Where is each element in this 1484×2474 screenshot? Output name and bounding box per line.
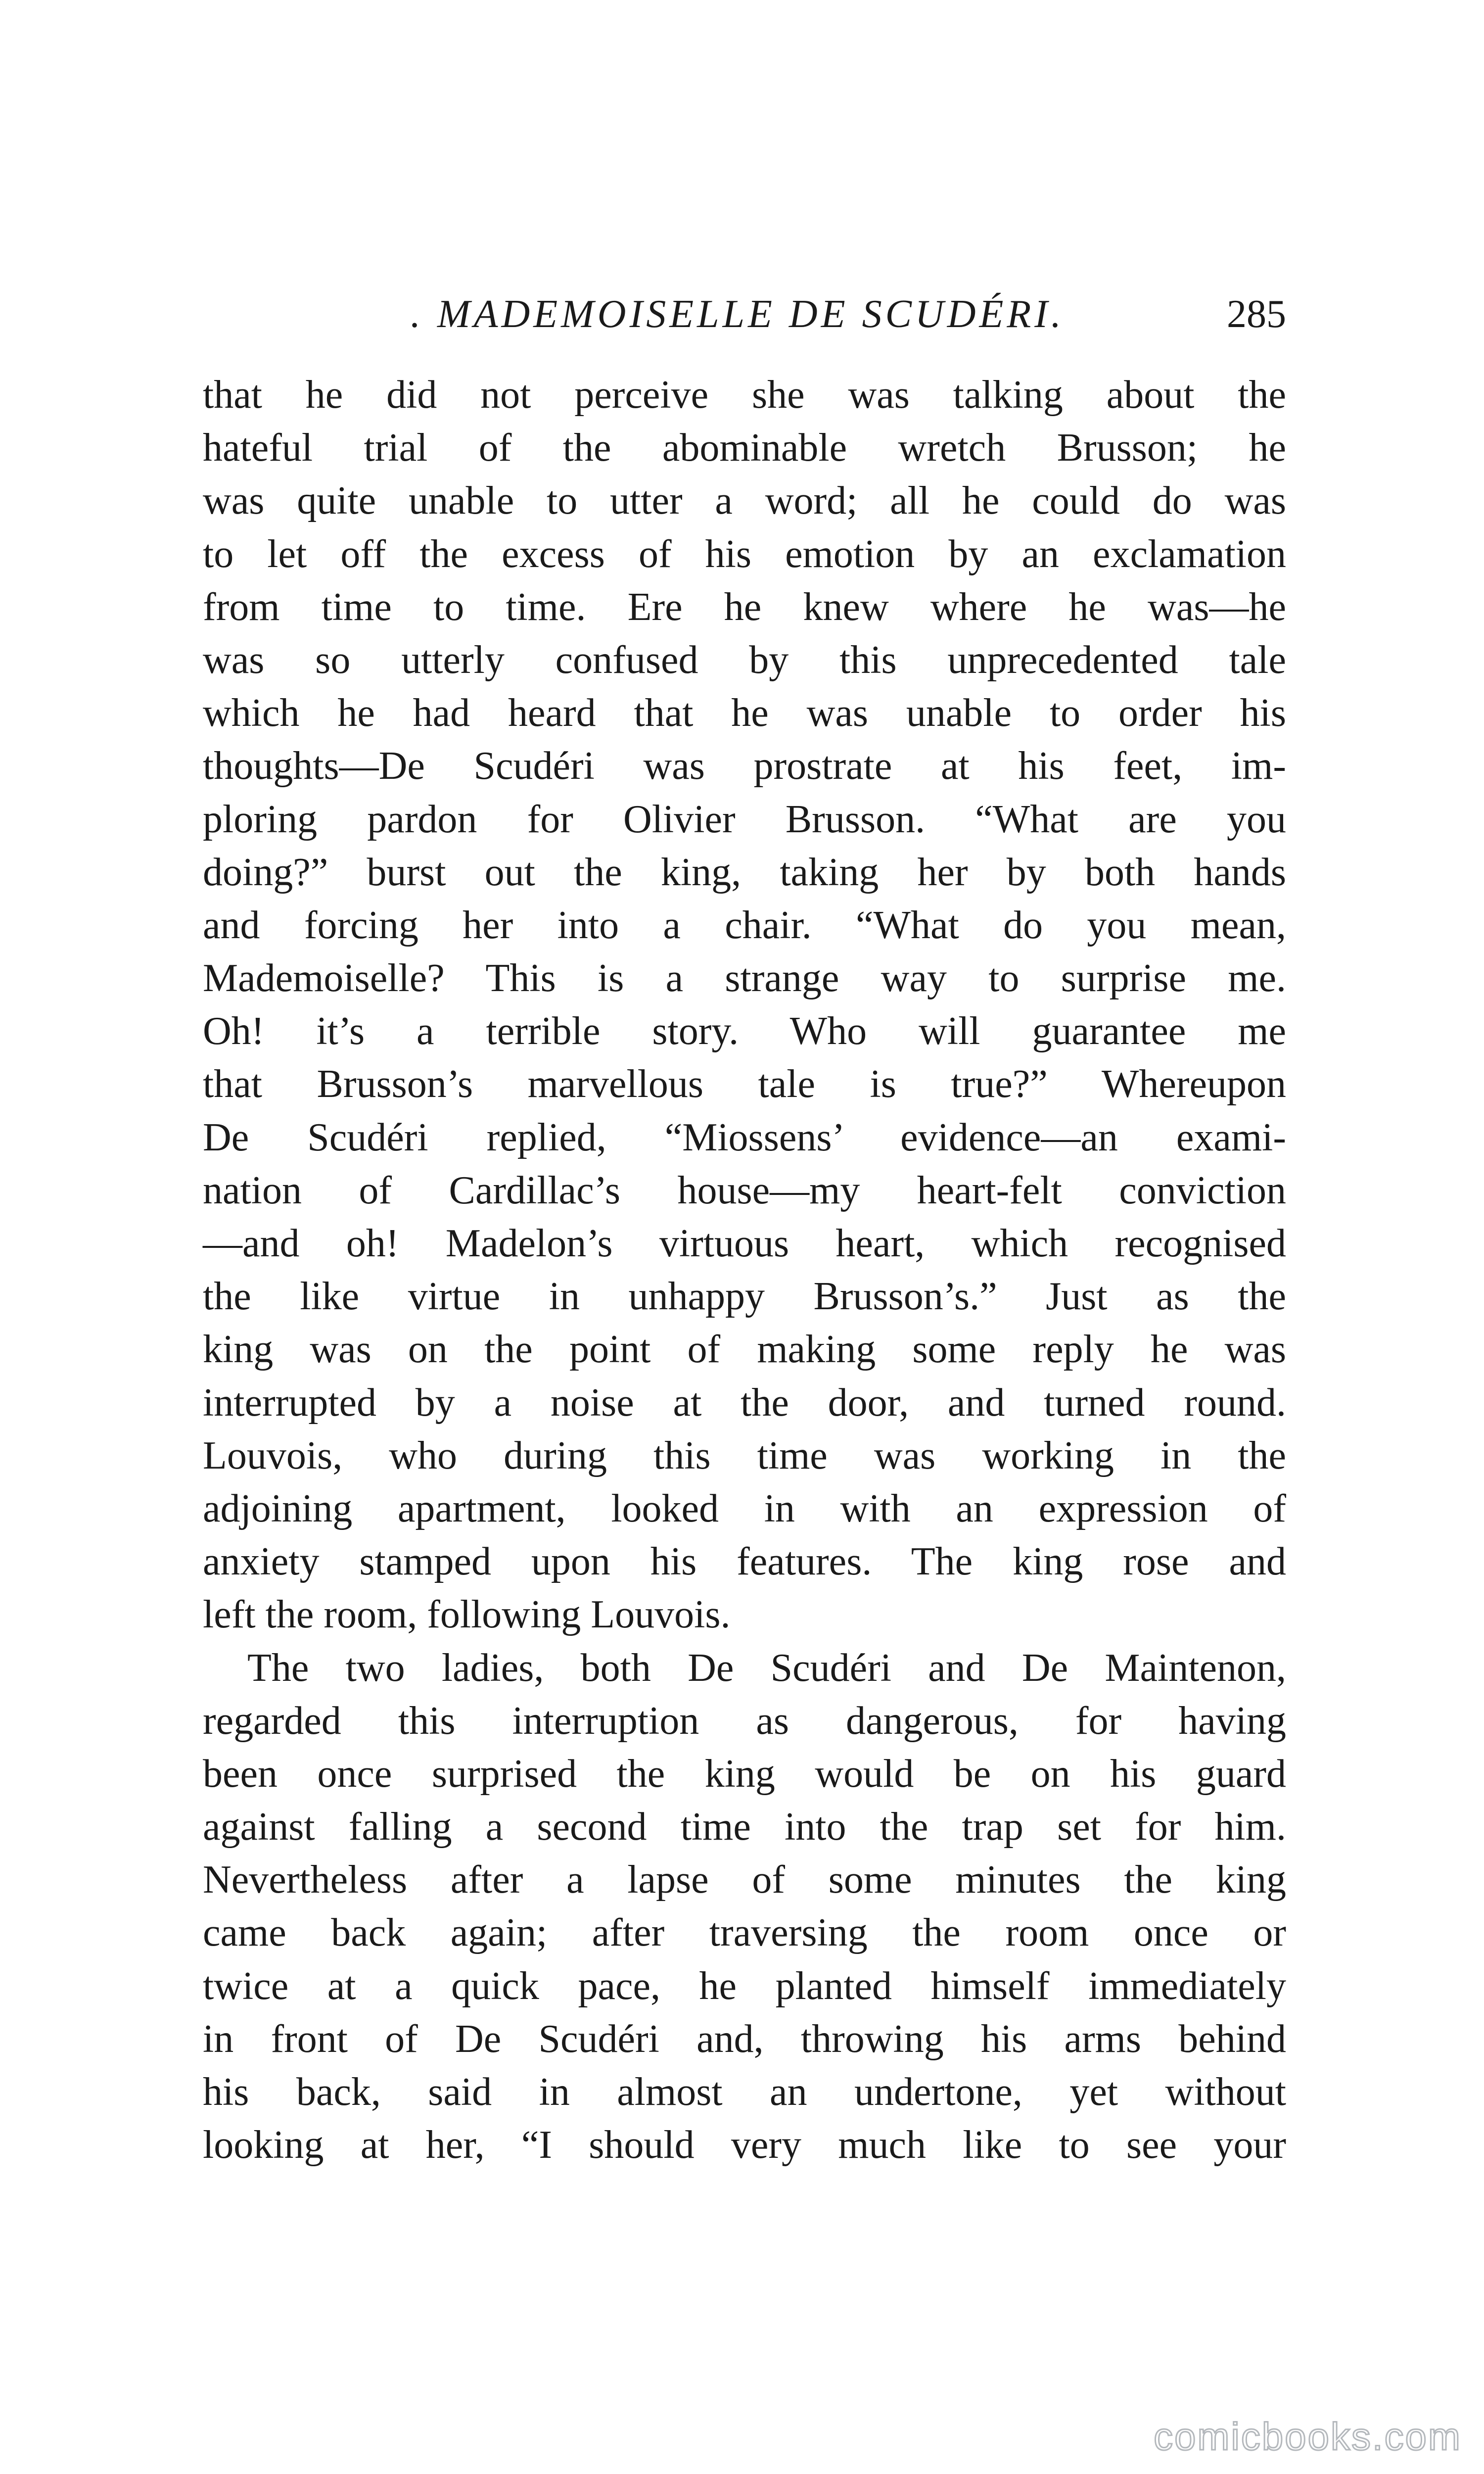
- text-line: ploring pardon for Olivier Brusson. “What are you: [203, 797, 1286, 841]
- text-line: was so utterly confused by this unprecedented tale: [203, 638, 1286, 682]
- text-line: —and oh! Madelon’s virtuous heart, which recognised: [203, 1222, 1286, 1265]
- text-line: king was on the point of making some reply he was: [203, 1328, 1286, 1372]
- text-line: and forcing her into a chair. “What do you mean,: [203, 903, 1286, 947]
- text-line: twice at a quick pace, he planted himself immediately: [203, 1964, 1286, 2008]
- text-line: left the room, following Louvois.: [203, 1593, 731, 1637]
- text-line: regarded this interruption as dangerous, for having: [203, 1699, 1286, 1743]
- body-text: [203, 369, 1286, 2172]
- text-line: been once surprised the king would be on his guard: [203, 1752, 1286, 1796]
- text-line: was quite unable to utter a word; all he could do was: [203, 479, 1286, 523]
- text-line: to let off the excess of his emotion by an exclamation: [203, 532, 1286, 576]
- text-line: against falling a second time into the trap set for him.: [203, 1805, 1286, 1849]
- text-line: which he had heard that he was unable to order his: [203, 691, 1286, 735]
- text-line: Oh! it’s a terrible story. Who will guarantee me: [203, 1009, 1286, 1053]
- text-line: Mademoiselle? This is a strange way to surprise me.: [203, 956, 1286, 1000]
- page-number: 285: [1227, 292, 1286, 336]
- text-line: in front of De Scudéri and, throwing his arms behind: [203, 2017, 1286, 2061]
- text-line: came back again; after traversing the room once or: [203, 1911, 1286, 1955]
- text-line: thoughts—De Scudéri was prostrate at his feet, im-: [203, 744, 1286, 788]
- text-line: interrupted by a noise at the door, and turned round.: [203, 1380, 1286, 1425]
- paragraph-start-line: The two ladies, both De Scudéri and De Maintenon,: [247, 1646, 1286, 1690]
- text-line: Nevertheless after a lapse of some minutes the king: [203, 1858, 1286, 1902]
- text-line: that he did not perceive she was talking about the: [203, 373, 1286, 417]
- text-line: adjoining apartment, looked in with an expression of: [203, 1486, 1286, 1530]
- text-line: anxiety stamped upon his features. The king rose and: [203, 1540, 1286, 1584]
- text-line: hateful trial of the abominable wretch Brusson; he: [203, 426, 1286, 470]
- text-line: that Brusson’s marvellous tale is true?” Whereupon: [203, 1062, 1286, 1106]
- running-head: . MADEMOISELLE DE SCUDÉRI.: [411, 292, 1065, 336]
- text-line: from time to time. Ere he knew where he was—he: [203, 585, 1286, 629]
- watermark: comicbooks.com: [1154, 2415, 1462, 2458]
- text-line: nation of Cardillac’s house—my heart-felt conviction: [203, 1168, 1286, 1212]
- text-line: doing?” burst out the king, taking her by both hands: [203, 850, 1286, 894]
- text-line: looking at her, “I should very much like to see your: [203, 2123, 1286, 2167]
- page-header: [203, 292, 1286, 346]
- text-line: Louvois, who during this time was working in the: [203, 1433, 1286, 1477]
- text-line: De Scudéri replied, “Miossens’ evidence—an exami-: [203, 1115, 1286, 1159]
- text-line: his back, said in almost an undertone, yet without: [203, 2070, 1286, 2114]
- text-line: the like virtue in unhappy Brusson’s.” Just as the: [203, 1275, 1286, 1319]
